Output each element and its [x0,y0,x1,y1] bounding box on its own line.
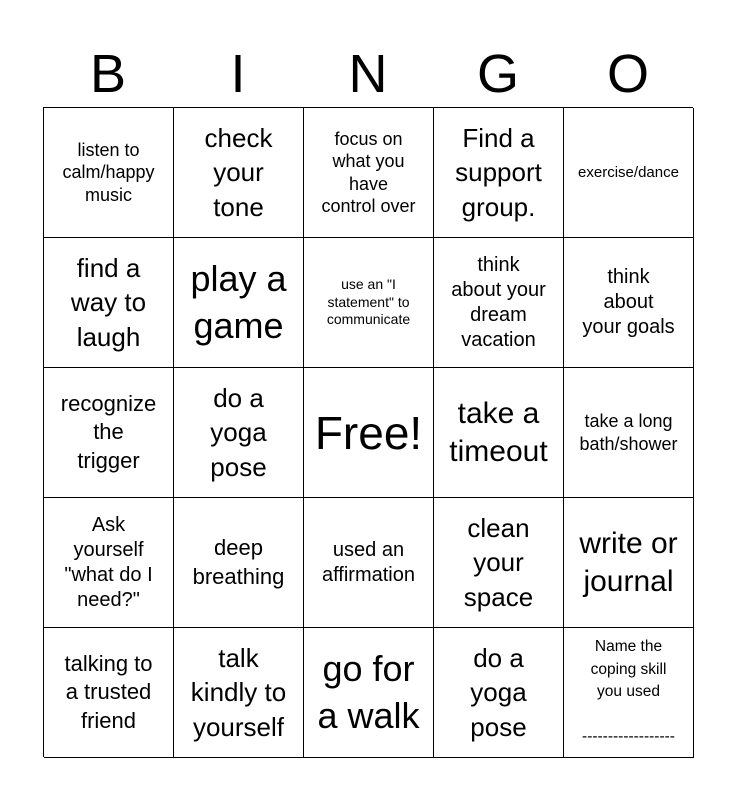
bingo-cell[interactable]: Find a support group. [434,108,564,238]
bingo-cell[interactable]: used an affirmation [304,498,434,628]
header-letter-o: O [606,44,649,104]
free-space-cell[interactable]: Free! [304,368,434,498]
header-letter-n: N [348,44,388,104]
bingo-cell[interactable]: write or journal [564,498,694,628]
bingo-cell[interactable]: Name the coping skill you used ------------------ [564,628,694,758]
bingo-cell[interactable]: take a long bath/shower [564,368,694,498]
bingo-cell[interactable]: take a timeout [434,368,564,498]
bingo-cell[interactable]: do a yoga pose [434,628,564,758]
bingo-cell[interactable]: focus on what you have control over [304,108,434,238]
bingo-cell[interactable]: find a way to laugh [44,238,174,368]
bingo-cell[interactable]: deep breathing [174,498,304,628]
bingo-cell[interactable]: clean your space [434,498,564,628]
bingo-cell[interactable]: go for a walk [304,628,434,758]
bingo-cell[interactable]: think about your dream vacation [434,238,564,368]
header-letter-i: I [230,44,246,104]
bingo-cell[interactable]: check your tone [174,108,304,238]
header-letter-b: B [89,44,127,104]
bingo-cell[interactable]: play a game [174,238,304,368]
bingo-cell[interactable]: recognize the trigger [44,368,174,498]
bingo-cell[interactable]: talking to a trusted friend [44,628,174,758]
bingo-cell[interactable]: do a yoga pose [174,368,304,498]
bingo-cell[interactable]: talk kindly to yourself [174,628,304,758]
header-letter-g: G [476,44,519,104]
bingo-cell[interactable]: listen to calm/happy music [44,108,174,238]
bingo-cell[interactable]: exercise/dance [564,108,694,238]
bingo-cell[interactable]: Ask yourself "what do I need?" [44,498,174,628]
bingo-header [43,40,693,108]
bingo-cell[interactable]: think about your goals [564,238,694,368]
bingo-cell[interactable]: use an "I statement" to communicate [304,238,434,368]
bingo-board [43,107,693,757]
